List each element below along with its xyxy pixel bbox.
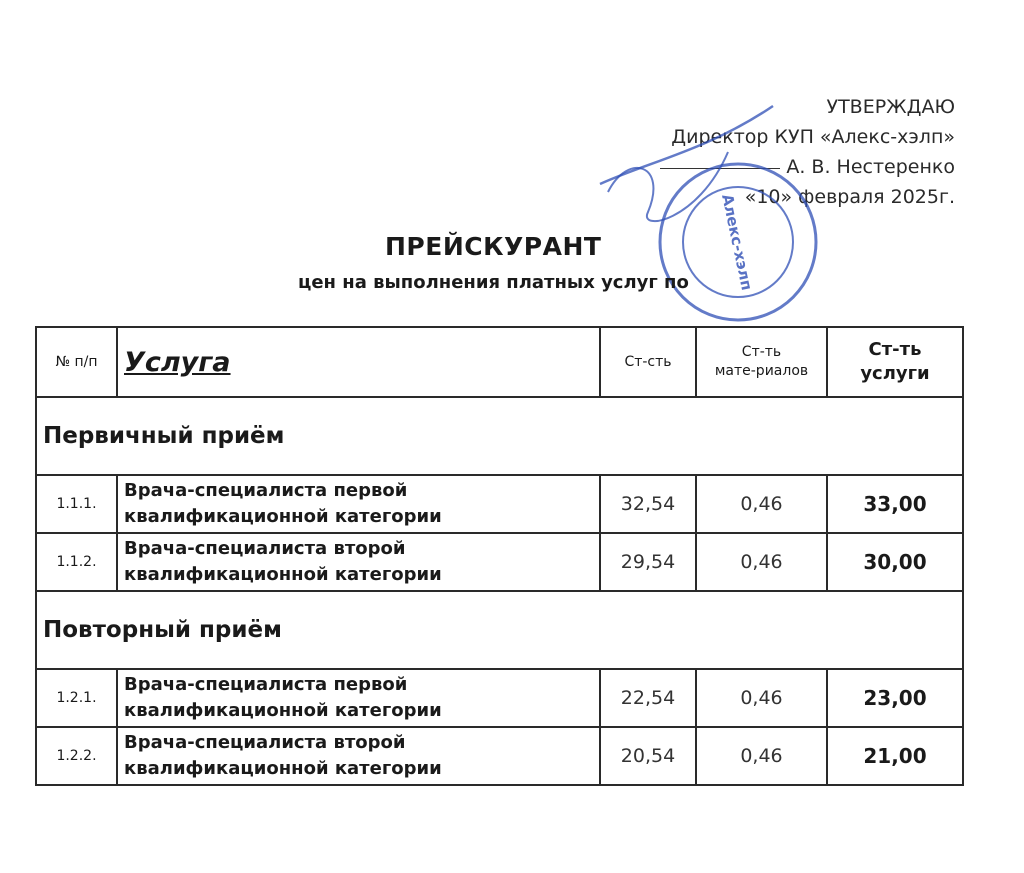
row-materials: 0,46 [696,727,827,785]
row-materials: 0,46 [696,669,827,727]
document-subtitle: цен на выполнения платных услуг по [298,272,689,293]
header-total-line1: Ст-ть [868,339,922,360]
row-materials: 0,46 [696,475,827,533]
approval-position: Директор КУП «Алекс-хэлп» [671,126,955,148]
approval-block [660,92,955,212]
header-service: Услуга [117,327,600,397]
row-num: 1.2.2. [36,727,117,785]
signature-line [660,168,780,169]
table-row [36,669,963,727]
row-materials: 0,46 [696,533,827,591]
table-row [36,533,963,591]
row-service [117,533,600,591]
row-total: 21,00 [827,727,963,785]
row-total: 30,00 [827,533,963,591]
row-service-line1: Врача-специалиста второй [124,732,406,753]
approval-heading: УТВЕРЖДАЮ [826,96,955,118]
header-cost: Ст-сть [600,327,696,397]
row-cost: 22,54 [600,669,696,727]
header-materials [696,327,827,397]
row-service-line2: квалификационной категории [124,758,442,779]
row-service [117,475,600,533]
header-num: № п/п [36,327,117,397]
row-num: 1.1.2. [36,533,117,591]
row-service-line2: квалификационной категории [124,506,442,527]
row-service-line2: квалификационной категории [124,564,442,585]
header-total-line2: услуги [860,363,930,384]
row-service-line1: Врача-специалиста первой [124,480,408,501]
row-cost: 29,54 [600,533,696,591]
document-title: ПРЕЙСКУРАНТ [385,232,602,261]
row-service-line1: Врача-специалиста второй [124,538,406,559]
section-row [36,591,963,669]
price-table [35,326,964,786]
header-materials-line2: мате-риалов [714,363,809,379]
signatory-name: А. В. Нестеренко [786,156,955,178]
table-row [36,475,963,533]
row-service-line2: квалификационной категории [124,700,442,721]
row-total: 23,00 [827,669,963,727]
row-service-line1: Врача-специалиста первой [124,674,408,695]
row-total: 33,00 [827,475,963,533]
stamp-text: Алекс-хэлп [718,192,757,293]
row-service [117,727,600,785]
table-header-row [36,327,963,397]
header-materials-line1: Ст-ть [741,344,782,360]
approval-signatory [660,152,955,182]
table-row [36,727,963,785]
approval-date: «10» февраля 2025г. [744,186,955,208]
section-title: Первичный приём [36,397,963,475]
header-total [827,327,963,397]
row-num: 1.1.1. [36,475,117,533]
row-service [117,669,600,727]
row-num: 1.2.1. [36,669,117,727]
section-title: Повторный приём [36,591,963,669]
row-cost: 32,54 [600,475,696,533]
section-row [36,397,963,475]
row-cost: 20,54 [600,727,696,785]
